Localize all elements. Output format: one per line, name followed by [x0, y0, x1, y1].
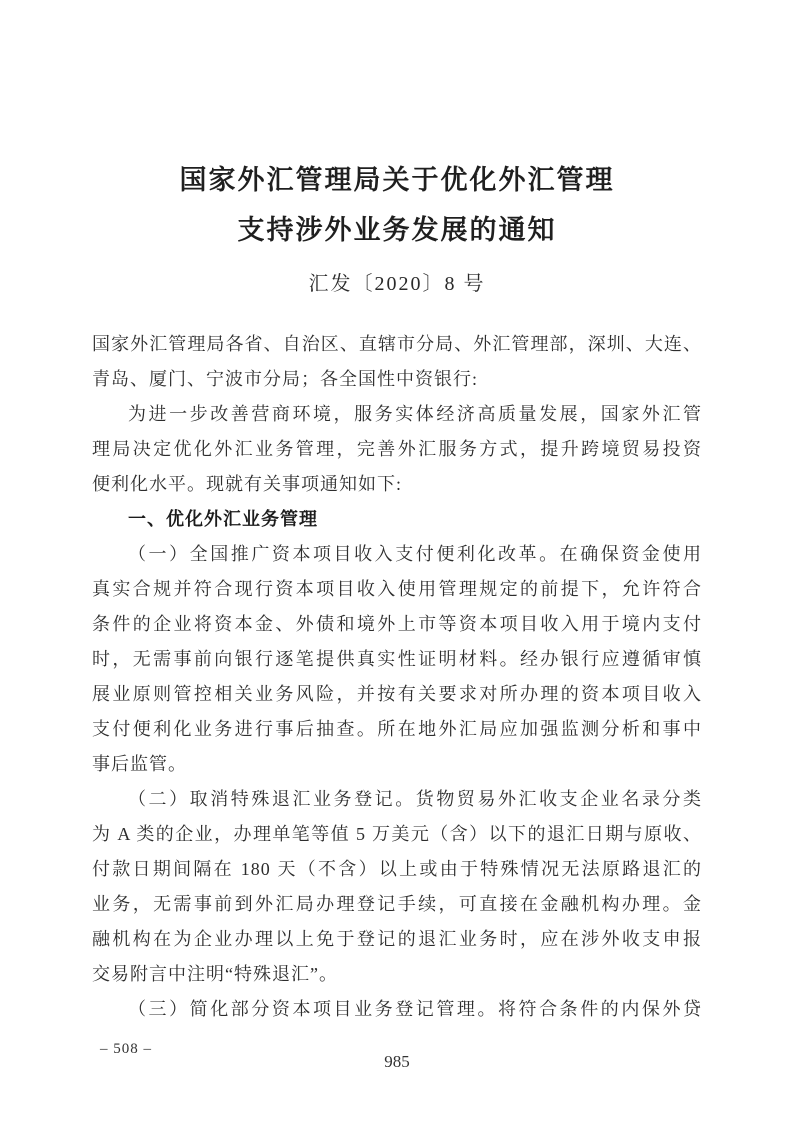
body-line-salutation-2: 青岛、厦门、宁波市分局；各全国性中资银行: [92, 369, 478, 389]
body-line-item1-3: 条件的企业将资本金、外债和境外上市等资本项目收入用于境内支付 [92, 614, 702, 634]
body-line-salutation-1: 国家外汇管理局各省、自治区、直辖市分局、外汇管理部，深圳、大连、 [92, 334, 702, 354]
document-number: 汇发〔2020〕8 号 [308, 273, 486, 295]
body-line-item2-5: 融机构在为企业办理以上免于登记的退汇业务时，应在涉外收支申报 [92, 929, 702, 949]
footer-book-page-number: – 508 – [100, 1041, 152, 1057]
body-line-item1-5: 展业原则管控相关业务风险，并按有关要求对所办理的资本项目收入 [92, 684, 702, 704]
document-title-line2: 支持涉外业务发展的通知 [237, 215, 557, 245]
document-body [0, 327, 794, 1027]
body-line-intro-3: 便利化水平。现就有关事项通知如下: [92, 474, 402, 494]
body-line-item2-1: （二）取消特殊退汇业务登记。货物贸易外汇收支企业名录分类 [128, 789, 702, 809]
section-1-heading: 一、优化外汇业务管理 [128, 509, 318, 529]
body-line-item2-6: 交易附言中注明“特殊退汇”。 [92, 964, 338, 984]
body-line-item1-6: 支付便利化业务进行事后抽查。所在地外汇局应加强监测分析和事中 [92, 719, 702, 739]
body-line-item1-4: 时，无需事前向银行逐笔提供真实性证明材料。经办银行应遵循审慎 [92, 649, 702, 669]
footer-page-number: 985 [384, 1052, 410, 1071]
body-line-item1-7: 事后监管。 [92, 754, 187, 774]
body-line-intro-2: 理局决定优化外汇业务管理，完善外汇服务方式，提升跨境贸易投资 [92, 439, 702, 459]
body-line-item2-3: 付款日期间隔在 180 天（不含）以上或由于特殊情况无法原路退汇的 [92, 859, 702, 879]
body-line-item2-4: 业务，无需事前到外汇局办理登记手续，可直接在金融机构办理。金 [92, 894, 702, 914]
document-title [0, 0, 794, 255]
document-title-line1: 国家外汇管理局关于优化外汇管理 [179, 165, 615, 195]
body-line-item2-2: 为 A 类的企业，办理单笔等值 5 万美元（含）以下的退汇日期与原收、 [92, 824, 702, 844]
body-line-intro-1: 为进一步改善营商环境，服务实体经济高质量发展，国家外汇管 [128, 404, 702, 424]
body-line-item1-1: （一）全国推广资本项目收入支付便利化改革。在确保资金使用 [128, 544, 702, 564]
body-line-item1-2: 真实合规并符合现行资本项目收入使用管理规定的前提下，允许符合 [92, 579, 702, 599]
body-line-item3-1: （三）简化部分资本项目业务登记管理。将符合条件的内保外贷 [128, 999, 702, 1019]
